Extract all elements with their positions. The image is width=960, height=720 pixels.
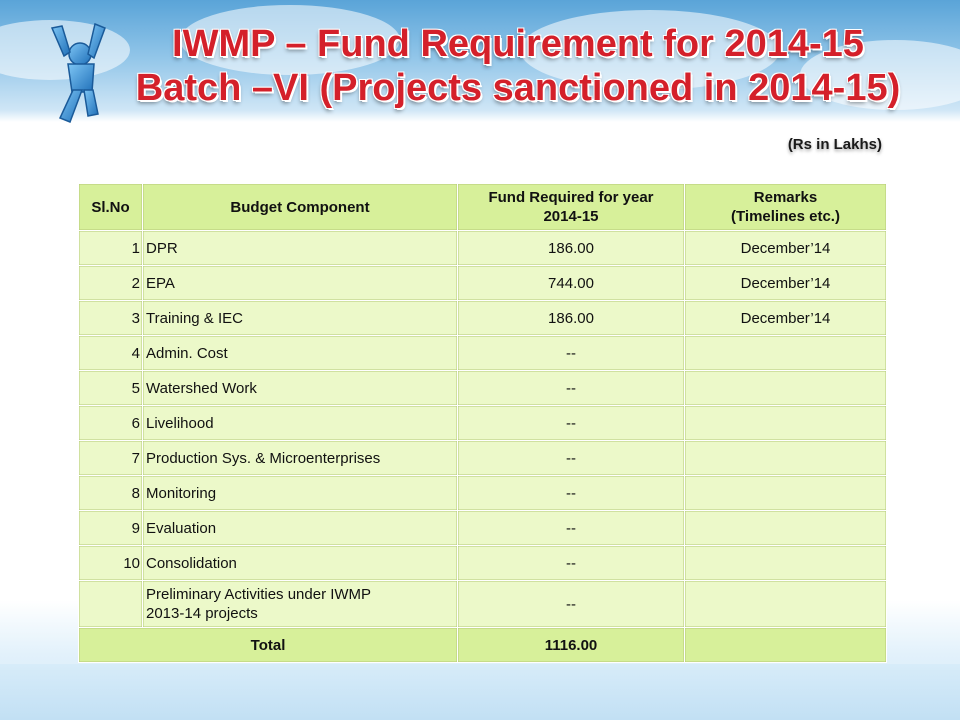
header-remarks xyxy=(685,184,887,231)
cell-sl-no: 8 xyxy=(79,476,143,511)
cell-sl-no: 4 xyxy=(79,336,143,371)
cell-remarks xyxy=(685,336,887,371)
cell-fund: 186.00 xyxy=(458,231,685,266)
cell-sl-no: 7 xyxy=(79,441,143,476)
cell-remarks xyxy=(685,476,887,511)
table-row xyxy=(79,476,887,511)
preliminary-line-1: Preliminary Activities under IWMP xyxy=(146,586,372,603)
page-title xyxy=(118,22,918,110)
cell-component: Watershed Work xyxy=(143,371,458,406)
total-remarks xyxy=(685,628,887,663)
cell-fund: -- xyxy=(458,476,685,511)
jumping-person-icon xyxy=(40,18,115,128)
cell-remarks: December’14 xyxy=(685,266,887,301)
cell-component: DPR xyxy=(143,231,458,266)
header-remarks-line-2: (Timelines etc.) xyxy=(731,208,840,225)
fund-requirement-table xyxy=(78,183,887,663)
header-fund-required xyxy=(458,184,685,231)
footer-band xyxy=(0,664,960,720)
cell-component: Production Sys. & Microenterprises xyxy=(143,441,458,476)
cell-sl-no: 2 xyxy=(79,266,143,301)
table-row xyxy=(79,441,887,476)
table-row xyxy=(79,406,887,441)
table-row xyxy=(79,266,887,301)
table-row xyxy=(79,231,887,266)
header-fund-line-1: Fund Required for year xyxy=(488,189,654,206)
cell-fund: -- xyxy=(458,406,685,441)
cell-sl-no: 9 xyxy=(79,511,143,546)
cell-fund: -- xyxy=(458,336,685,371)
cell-component: Monitoring xyxy=(143,476,458,511)
cell-sl-no: 3 xyxy=(79,301,143,336)
cell-fund: -- xyxy=(458,511,685,546)
cell-component: Admin. Cost xyxy=(143,336,458,371)
header-remarks-line-1: Remarks xyxy=(753,189,818,206)
cell-sl-no: 10 xyxy=(79,546,143,581)
unit-note: (Rs in Lakhs) xyxy=(787,136,882,153)
cell-sl-no: 6 xyxy=(79,406,143,441)
table-row xyxy=(79,546,887,581)
table-row xyxy=(79,511,887,546)
total-label: Total xyxy=(79,628,458,663)
cell-sl-no xyxy=(79,581,143,628)
cell-fund: -- xyxy=(458,371,685,406)
total-fund: 1116.00 xyxy=(458,628,685,663)
cell-component: EPA xyxy=(143,266,458,301)
cell-remarks: December’14 xyxy=(685,301,887,336)
cell-remarks xyxy=(685,581,887,628)
table-row-preliminary xyxy=(79,581,887,628)
cell-component: Evaluation xyxy=(143,511,458,546)
cell-component: Training & IEC xyxy=(143,301,458,336)
header-fund-line-2: 2014-15 xyxy=(543,208,599,225)
table-row-total xyxy=(79,628,887,663)
cell-component xyxy=(143,581,458,628)
title-line-2: Batch –VI (Projects sanctioned in 2014-15) xyxy=(135,67,901,109)
cell-fund: -- xyxy=(458,441,685,476)
cell-remarks xyxy=(685,371,887,406)
table-header-row xyxy=(79,184,887,231)
cell-remarks xyxy=(685,441,887,476)
cell-remarks xyxy=(685,511,887,546)
cell-remarks xyxy=(685,546,887,581)
cell-remarks: December’14 xyxy=(685,231,887,266)
title-line-1: IWMP – Fund Requirement for 2014-15 xyxy=(172,23,864,65)
table-row xyxy=(79,371,887,406)
cell-sl-no: 1 xyxy=(79,231,143,266)
table-row xyxy=(79,336,887,371)
cell-fund: -- xyxy=(458,581,685,628)
preliminary-line-2: 2013-14 projects xyxy=(146,605,258,622)
header-budget-component: Budget Component xyxy=(143,184,458,231)
cell-fund: 744.00 xyxy=(458,266,685,301)
cell-remarks xyxy=(685,406,887,441)
cell-component: Livelihood xyxy=(143,406,458,441)
table-row xyxy=(79,301,887,336)
cell-fund: -- xyxy=(458,546,685,581)
cell-fund: 186.00 xyxy=(458,301,685,336)
header-sl-no: Sl.No xyxy=(79,184,143,231)
cell-component: Consolidation xyxy=(143,546,458,581)
cell-sl-no: 5 xyxy=(79,371,143,406)
